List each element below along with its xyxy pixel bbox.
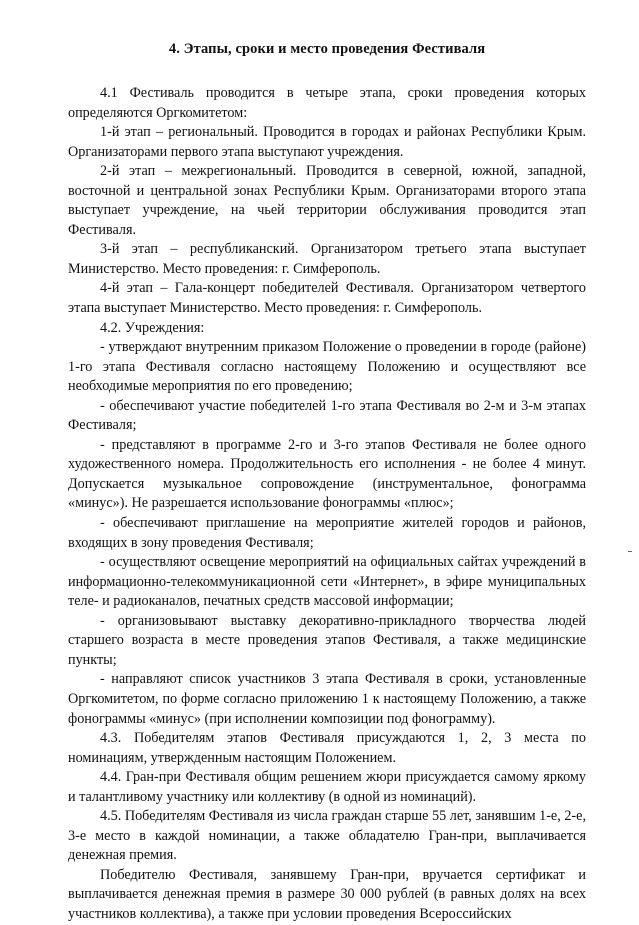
paragraph-4-1: 4.1 Фестиваль проводится в четыре этапа, сроки проведения которых определяются Оргкомитетом: (68, 85, 586, 121)
section-title: 4. Этапы, сроки и место проведения Фестиваля (168, 41, 486, 57)
list-item: - направляют список участников 3 этапа Фестиваля в сроки, установленные Оргкомитетом, по форме согласно приложению 1 к настоящему Положению, а также фонограммы «минус» (при исполнении композиции под фонограмму). (68, 671, 586, 727)
paragraph-stage-3: 3-й этап – республиканский. Организатором третьего этапа выступает Министерство. Место проведения: г. Симферополь. (68, 241, 586, 277)
document-page (68, 40, 586, 925)
paragraph-4-2: 4.2. Учреждения: (100, 319, 205, 336)
list-item: - утверждают внутренним приказом Положение о проведении в городе (районе) 1-го этапа Фестиваля согласно настоящему Положению и осуществляют все необходимые мероприятия по его проведению; (68, 339, 586, 395)
paragraph-stage-2: 2-й этап – межрегиональный. Проводится в северной, южной, западной, восточной и центральной зонах Республики Крым. Организаторами второго этапа выступает учреждение, на чьей территории обслуживания проводится этап Фестиваля. (68, 163, 586, 238)
section-body (68, 84, 586, 925)
list-item: - обеспечивают приглашение на мероприятие жителей городов и районов, входящих в зону проведения Фестиваля; (68, 515, 586, 551)
paragraph-4-5: 4.5. Победителям Фестиваля из числа граждан старше 55 лет, занявшим 1-е, 2-е, 3-е место в каждой номинации, а также обладателю Гран-при, выплачивается денежная премия. (68, 808, 586, 864)
list-item: - представляют в программе 2-го и 3-го этапов Фестиваля не более одного художественного номера. Продолжительность его исполнения - не более 4 минут. Допускается музыкальное сопровождение (инструментальное, фонограмма «минус»). Не разрешается использование фонограммы «плюс»; (68, 436, 586, 512)
list-item: - обеспечивают участие победителей 1-го этапа Фестиваля во 2-м и 3-м этапах Фестиваля; (68, 397, 586, 434)
paragraph-grand-prix: Победителю Фестиваля, занявшему Гран-при, вручается сертификат и выплачивается денежная премия в размере 30 000 рублей (в равных долях на всех участников коллектива), а также при условии проведения Всероссийских (68, 866, 586, 922)
list-item: - организовывают выставку декоративно-прикладного творчества людей старшего возраста в месте проведения этапов Фестиваля, а также медицинские пункты; (68, 612, 586, 668)
paragraph-stage-4: 4-й этап – Гала-концерт победителей Фестиваля. Организатором четвертого этапа выступает Министерство. Место проведения: г. Симферополь. (68, 280, 586, 317)
margin-mark (628, 551, 632, 552)
paragraph-4-4: 4.4. Гран-при Фестиваля общим решением жюри присуждается самому яркому и талантливому участнику или коллективу (в одной из номинаций). (68, 769, 586, 805)
list-item: - осуществляют освещение мероприятий на официальных сайтах учреждений в информационно-телекоммуникационной сети «Интернет», в эфире муниципальных теле- и радиоканалов, печатных средств массовой информации; (68, 554, 586, 610)
paragraph-stage-1: 1-й этап – региональный. Проводится в городах и районах Республики Крым. Организаторами первого этапа выступают учреждения. (68, 124, 586, 160)
paragraph-4-3: 4.3. Победителям этапов Фестиваля присуждаются 1, 2, 3 места по номинациям, утвержденным настоящим Положением. (68, 730, 586, 766)
